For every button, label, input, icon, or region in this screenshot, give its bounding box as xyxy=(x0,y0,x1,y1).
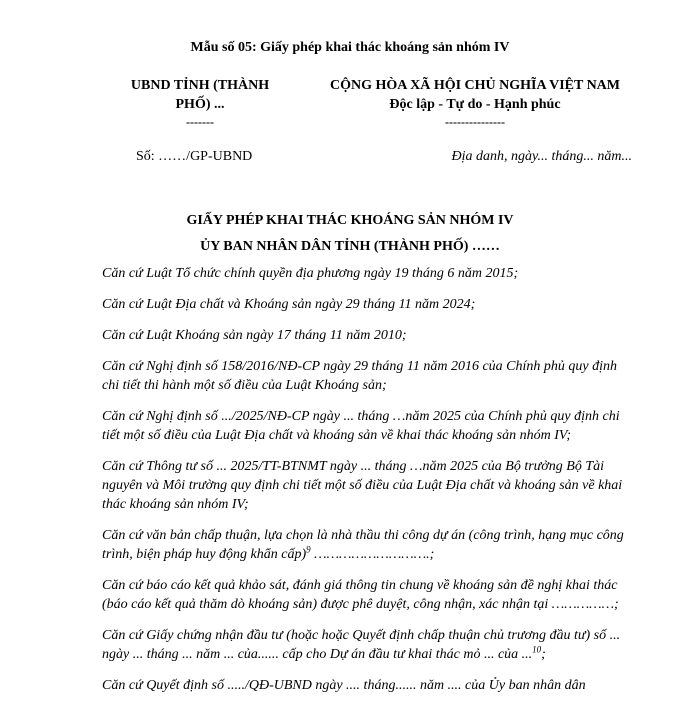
national-header xyxy=(300,76,650,131)
issuing-agency xyxy=(110,76,290,131)
legal-basis-item: Căn cứ Quyết định số ...../QĐ-UBND ngày .... tháng...... năm .... của Ủy ban nhân dân xyxy=(102,678,586,693)
nation-name: CỘNG HÒA XÃ HỘI CHỦ NGHĨA VIỆT NAM xyxy=(329,78,620,93)
agency-divider: ------- xyxy=(186,115,214,129)
form-title: Mẫu số 05: Giấy phép khai thác khoáng sản nhóm IV xyxy=(190,40,510,55)
legal-basis-item: Căn cứ Giấy chứng nhận đầu tư (hoặc hoặc Quyết định chấp thuận chủ trương đầu tư) số ... ngày ... tháng ... năm ... của...... cấp cho Dự án đầu tư khai thác mỏ ... của ...$^{10}$; xyxy=(102,628,621,662)
nation-motto: Độc lập - Tự do - Hạnh phúc xyxy=(389,97,561,112)
document-title xyxy=(0,208,700,260)
agency-line-2: PHỐ) ... xyxy=(175,97,225,112)
title-line-1: GIẤY PHÉP KHAI THÁC KHOÁNG SẢN NHÓM IV xyxy=(186,213,514,228)
title-line-2: ỦY BAN NHÂN DÂN TỈNH (THÀNH PHỐ) …… xyxy=(200,239,500,254)
legal-bases xyxy=(102,264,636,707)
legal-basis-item: Căn cứ Thông tư số ... 2025/TT-BTNMT ngày ... tháng …năm 2025 của Bộ trưởng Bộ Tài nguyên và Môi trường quy định chi tiết một số điều của Luật Địa chất và khoáng sản về khai thác khoáng sản nhóm IV; xyxy=(102,459,623,512)
legal-basis-item: Căn cứ Nghị định số .../2025/NĐ-CP ngày ... tháng …năm 2025 của Chính phủ quy định chi tiết một số điều của Luật Địa chất và khoáng sản về khai thác khoáng sản nhóm IV; xyxy=(102,409,620,443)
legal-basis-item: Căn cứ Nghị định số 158/2016/NĐ-CP ngày 29 tháng 11 năm 2016 của Chính phủ quy định chi tiết thi hành một số điều của Luật Khoáng sản; xyxy=(102,359,617,393)
nation-divider: --------------- xyxy=(445,115,505,129)
place-date: Địa danh, ngày... tháng... năm... xyxy=(451,149,632,164)
legal-basis-item: Căn cứ báo cáo kết quả khảo sát, đánh giá thông tin chung về khoáng sản đề nghị khai thác (báo cáo kết quả thăm dò khoáng sản) được phê duyệt, công nhận, xác nhận tại ……………; xyxy=(102,578,619,612)
document-number: Số: ……/GP-UBND xyxy=(136,149,253,164)
agency-line-1: UBND TỈNH (THÀNH xyxy=(130,78,270,93)
legal-basis-item: Căn cứ văn bản chấp thuận, lựa chọn là nhà thầu thi công dự án (công trình, hạng mục công trình, biện pháp huy động khẩn cấp)$^9$ ……………………….; xyxy=(102,528,624,562)
legal-basis-item: Căn cứ Luật Địa chất và Khoáng sản ngày 29 tháng 11 năm 2024; xyxy=(102,297,476,312)
legal-basis-item: Căn cứ Luật Tổ chức chính quyền địa phương ngày 19 tháng 6 năm 2015; xyxy=(102,266,519,281)
footnote-ref: 9 xyxy=(306,544,311,555)
legal-basis-item: Căn cứ Luật Khoáng sản ngày 17 tháng 11 năm 2010; xyxy=(102,328,407,343)
footnote-ref: 10 xyxy=(532,644,542,655)
